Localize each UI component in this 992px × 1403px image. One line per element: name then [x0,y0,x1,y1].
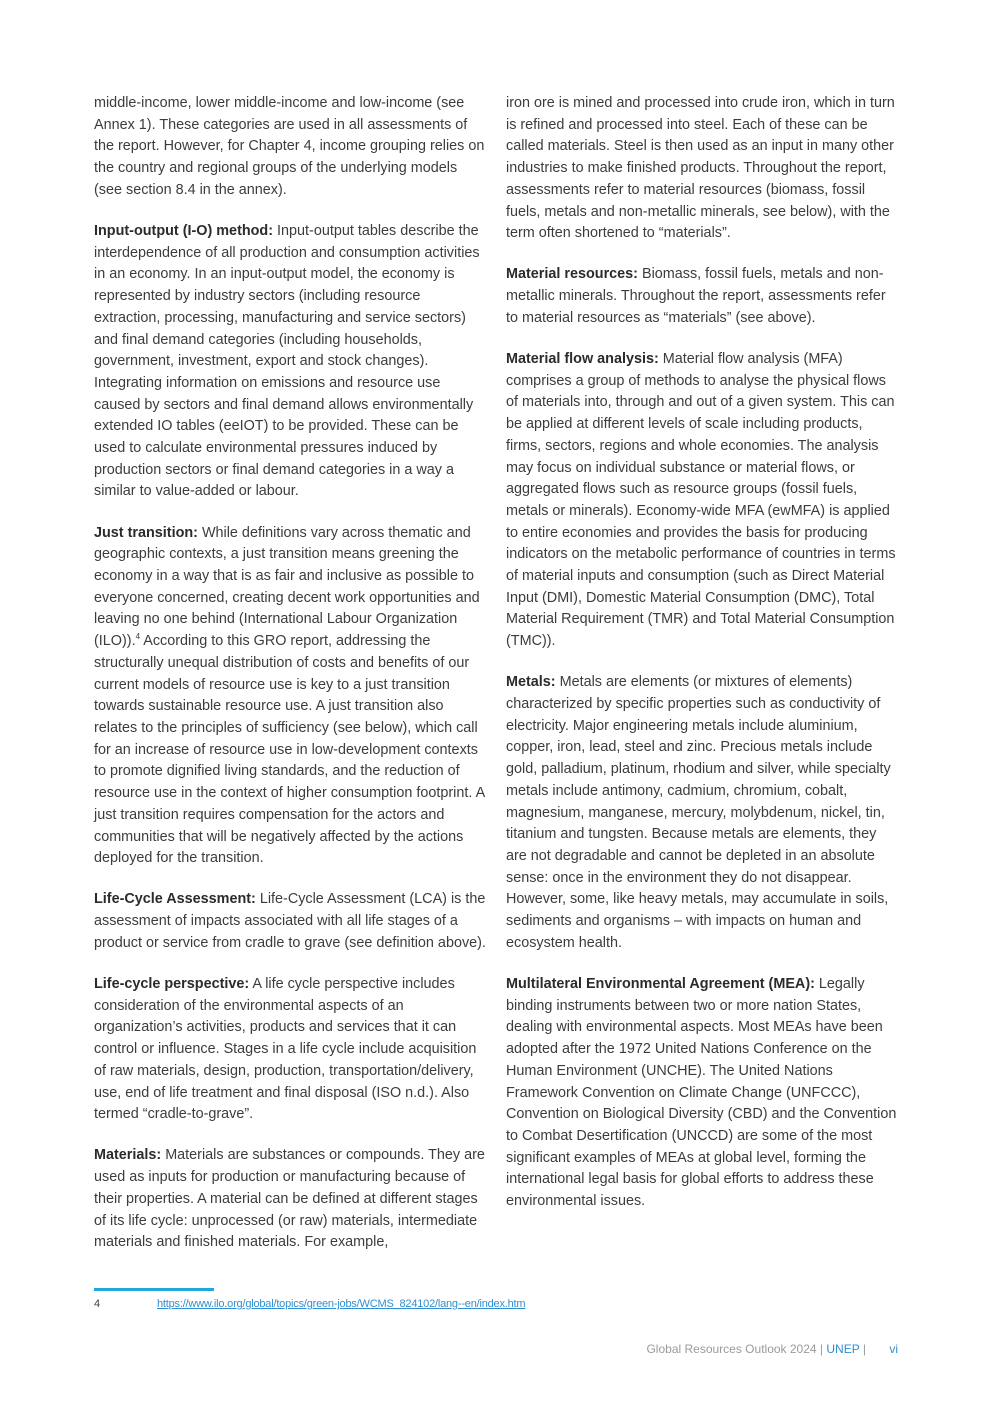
footnote-reference[interactable]: 4 [135,632,141,642]
glossary-entry-material-flow-analysis [506,349,901,653]
footer-separator: | [819,1342,824,1356]
entry-term: Material flow analysis: [506,351,659,368]
glossary-entry-material-resources [506,264,901,329]
entry-term: Input-output (I-O) method: [94,223,274,240]
glossary-entry-materials-continued [506,93,901,245]
entry-text: Legally binding instruments between two or more nation States, dealing with environmental aspects. Most MEAs have been adopted after the 1972 United Nations Conference on the Human Environment (UNCHE). The United Nations Framework Convention on Climate Change (UNFCCC), Convention on Biological Diversity (CBD) and the Convention to Combat Desertification (UNCCD) are some of the most significant examples of MEAs at global level, forming the international legal basis for global efforts to address these environmental issues. [506,976,897,1210]
entry-term: Materials: [94,1147,162,1164]
footnote-divider [94,1288,214,1291]
entry-text: Metals are elements (or mixtures of elements) characterized by specific properties such as conductivity of electricity. Major engineering metals include aluminium, copper, iron, lead, steel and zinc. Precious metals include gold, palladium, platinum, rhodium and silver, while specialty metals include antimony, cadmium, chromium, cobalt, magnesium, manganese, mercury, molybdenum, nickel, tin, titanium and tungsten. Because metals are elements, they are not degradable and cannot be depleted in an absolute sense: once in the environment they do not disappear. However, some, like heavy metals, may accumulate in soils, sediments and organisms – with impacts on human and ecosystem health. [506,674,891,951]
right-column [506,93,901,1232]
entry-text: Material flow analysis (MFA) comprises a group of methods to analyse the physical flows of materials into, through and out of a given system. This can be applied at different levels of scale including products, firms, sectors, regions and whole economies. The analysis may focus on individual substance or material flows, or aggregated flows such as resource groups (fossil fuels, metals or minerals). Economy-wide MFA (ewMFA) is applied to entire economies and provides the basis for producing indicators on the metabolic performance of countries in terms of material inputs and consumption (such as Direct Material Input (DMI), Domestic Material Consumption (DMC), Total Material Requirement (TMR) and Total Material Consumption (TMC)). [506,351,896,650]
footnote-link[interactable]: https://www.ilo.org/global/topics/green-jobs/WCMS_824102/lang--en/index.htm [157,1298,526,1310]
glossary-entry-materials [94,1145,489,1254]
entry-text: Biomass, fossil fuels, metals and non-metallic minerals. Throughout the report, assessments refer to material resources as “materials” (see above). [506,266,886,326]
glossary-entry-life-cycle-assessment [94,889,489,954]
entry-text-continued: According to this GRO report, addressing the structurally unequal distribution of costs and benefits of our current models of resource use is key to a just transition towards sustainable resource use. A just transition also relates to the principles of sufficiency (see below), which call for an increase of resource use in low-development contexts to promote dignified living standards, and the reduction of resource use in the context of higher consumption footprint. A just transition requires compensation for the actors and communities that will be negatively affected by the actions deployed for the transition. [94,633,485,867]
glossary-entry-life-cycle-perspective [94,974,489,1126]
footnote-number: 4 [94,1298,101,1310]
entry-text: iron ore is mined and processed into crude iron, which in turn is refined and processed into steel. Each of these can be called materials. Steel is then used as an input in many other industries to make finished products. Throughout the report, assessments refer to material resources (biomass, fossil fuels, metals and non-metallic minerals, see below), with the term often shortened to “materials”. [506,95,895,242]
entry-text: While definitions vary across thematic and geographic contexts, a just transition means greening the economy in a way that is as fair and inclusive as possible to everyone concerned, creating decent work opportunities and leaving no one behind (International Labour Organization (ILO)). [94,524,480,650]
page-number: vi [889,1342,898,1356]
publication-title: Global Resources Outlook 2024 [646,1342,817,1356]
entry-term: Just transition: [94,524,198,541]
entry-text: Life-Cycle Assessment (LCA) is the assessment of impacts associated with all life stages of a product or service from cradle to grave (see definition above). [94,891,486,951]
footer-separator: | [862,1342,866,1356]
entry-term: Life-cycle perspective: [94,976,250,993]
glossary-entry-mea [506,974,901,1213]
page-footer [646,1342,898,1356]
organization-name: UNEP [826,1342,860,1356]
entry-term: Life-Cycle Assessment: [94,891,256,908]
glossary-entry-income-continued [94,93,489,202]
entry-text: middle-income, lower middle-income and low-income (see Annex 1). These categories are used in all assessments of the report. However, for Chapter 4, income grouping relies on the country and regional groups of the underlying models (see section 8.4 in the annex). [94,95,485,198]
glossary-entry-input-output-method [94,221,489,503]
entry-text: Input-output tables describe the interdependence of all production and consumption activities in an economy. In an input-output model, the economy is represented by industry sectors (including resource extraction, processing, manufacturing and service sectors) and final demand categories (including households, government, investment, export and stock changes). Integrating information on emissions and resource use caused by sectors and final demand allows environmentally extended IO tables (eeIOT) to be provided. These can be used to calculate environmental pressures induced by production sectors or final demand categories in a way a similar to value-added or labour. [94,223,480,500]
entry-term: Multilateral Environmental Agreement (MEA): [506,976,815,993]
entry-text: Materials are substances or compounds. They are used as inputs for production or manufacturing because of their properties. A material can be defined at different stages of its life cycle: unprocessed (or raw) materials, intermediate materials and finished materials. For example, [94,1147,485,1251]
entry-text: A life cycle perspective includes consideration of the environmental aspects of an organization’s activities, products and services that it can control or influence. Stages in a life cycle include acquisition of raw materials, design, production, transportation/delivery, use, end of life treatment and final disposal (ISO n.d.). Also termed “cradle-to-grave”. [94,976,477,1123]
left-column [94,93,489,1273]
glossary-entry-just-transition [94,523,489,870]
entry-term: Material resources: [506,266,638,283]
entry-term: Metals: [506,674,556,691]
glossary-entry-metals [506,672,901,954]
